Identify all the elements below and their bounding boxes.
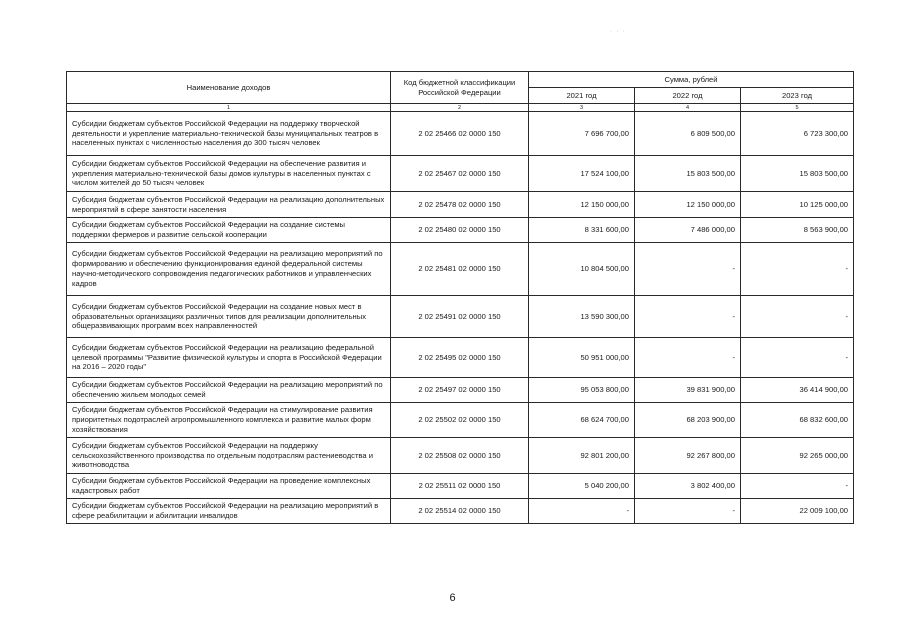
row-value-2022: - xyxy=(635,499,741,524)
header-name: Наименование доходов xyxy=(67,72,391,104)
column-number: 1 xyxy=(67,104,391,112)
table-header-row xyxy=(67,72,854,88)
table-row xyxy=(67,403,854,438)
row-value-2023: 36 414 900,00 xyxy=(741,378,854,403)
row-name: Субсидии бюджетам субъектов Российской Федерации на стимулирование развития приоритетных подотраслей агропромышленного комплекса и развитие малых форм хозяйствования xyxy=(67,403,391,438)
row-name: Субсидии бюджетам субъектов Российской Федерации на обеспечение развития и укрепления материально-технической базы домов культуры в населенных пунктах с числом жителей до 50 тысяч человек xyxy=(67,156,391,192)
row-code: 2 02 25466 02 0000 150 xyxy=(391,112,529,156)
table-row xyxy=(67,218,854,243)
table-column-numbers-row xyxy=(67,104,854,112)
table-row xyxy=(67,112,854,156)
page-number: 6 xyxy=(449,592,456,604)
row-name: Субсидии бюджетам субъектов Российской Федерации на создание новых мест в образовательных организациях различных типов для реализации дополнительных общеразвивающих программ всех направленностей xyxy=(67,296,391,338)
row-value-2021: 17 524 100,00 xyxy=(529,156,635,192)
row-value-2022: 68 203 900,00 xyxy=(635,403,741,438)
row-value-2023: - xyxy=(741,296,854,338)
row-value-2021: 7 696 700,00 xyxy=(529,112,635,156)
row-value-2021: 10 804 500,00 xyxy=(529,243,635,296)
row-name: Субсидии бюджетам субъектов Российской Федерации на поддержку творческой деятельности и укрепление материально-технической базы муниципальных театров в населенных пунктах с численностью населения до 300 тысяч человек xyxy=(67,112,391,156)
row-code: 2 02 25502 02 0000 150 xyxy=(391,403,529,438)
row-value-2022: - xyxy=(635,338,741,378)
row-name: Субсидии бюджетам субъектов Российской Федерации на реализацию мероприятий по обеспечению жильем молодых семей xyxy=(67,378,391,403)
row-value-2023: 92 265 000,00 xyxy=(741,438,854,474)
table-row xyxy=(67,499,854,524)
header-code: Код бюджетной классификации Российской Федерации xyxy=(391,72,529,104)
row-value-2021: - xyxy=(529,499,635,524)
row-code: 2 02 25481 02 0000 150 xyxy=(391,243,529,296)
row-value-2023: - xyxy=(741,243,854,296)
row-value-2021: 95 053 800,00 xyxy=(529,378,635,403)
row-value-2022: 15 803 500,00 xyxy=(635,156,741,192)
row-name: Субсидии бюджетам субъектов Российской Федерации на реализацию мероприятий в сфере реабилитации и абилитации инвалидов xyxy=(67,499,391,524)
row-value-2023: 8 563 900,00 xyxy=(741,218,854,243)
row-value-2023: 10 125 000,00 xyxy=(741,192,854,218)
header-year-2021: 2021 год xyxy=(529,88,635,104)
row-code: 2 02 25467 02 0000 150 xyxy=(391,156,529,192)
row-value-2023: - xyxy=(741,474,854,499)
row-value-2021: 12 150 000,00 xyxy=(529,192,635,218)
row-value-2023: 22 009 100,00 xyxy=(741,499,854,524)
row-name: Субсидии бюджетам субъектов Российской Федерации на создание системы поддержки фермеров и развитие сельской кооперации xyxy=(67,218,391,243)
row-name: Субсидия бюджетам субъектов Российской Федерации на реализацию дополнительных мероприятий в сфере занятости населения xyxy=(67,192,391,218)
table-row xyxy=(67,296,854,338)
header-sum: Сумма, рублей xyxy=(529,72,854,88)
row-value-2022: 39 831 900,00 xyxy=(635,378,741,403)
row-value-2021: 8 331 600,00 xyxy=(529,218,635,243)
row-value-2022: - xyxy=(635,296,741,338)
row-value-2022: 6 809 500,00 xyxy=(635,112,741,156)
row-value-2023: 6 723 300,00 xyxy=(741,112,854,156)
row-value-2021: 68 624 700,00 xyxy=(529,403,635,438)
row-value-2023: - xyxy=(741,338,854,378)
table-row xyxy=(67,156,854,192)
table-row xyxy=(67,243,854,296)
row-value-2022: 12 150 000,00 xyxy=(635,192,741,218)
revenue-table xyxy=(66,71,854,524)
row-name: Субсидии бюджетам субъектов Российской Федерации на проведение комплексных кадастровых работ xyxy=(67,474,391,499)
row-code: 2 02 25478 02 0000 150 xyxy=(391,192,529,218)
row-code: 2 02 25508 02 0000 150 xyxy=(391,438,529,474)
table-row xyxy=(67,474,854,499)
column-number: 2 xyxy=(391,104,529,112)
row-name: Субсидии бюджетам субъектов Российской Федерации на реализацию федеральной целевой программы "Развитие физической культуры и спорта в Российской Федерации на 2016 – 2020 годы" xyxy=(67,338,391,378)
row-name: Субсидии бюджетам субъектов Российской Федерации на поддержку сельскохозяйственного производства по отдельным подотраслям растениеводства и животноводства xyxy=(67,438,391,474)
row-value-2023: 15 803 500,00 xyxy=(741,156,854,192)
column-number: 3 xyxy=(529,104,635,112)
table-body xyxy=(67,112,854,524)
row-value-2022: 3 802 400,00 xyxy=(635,474,741,499)
row-value-2022: 7 486 000,00 xyxy=(635,218,741,243)
row-value-2022: - xyxy=(635,243,741,296)
column-number: 4 xyxy=(635,104,741,112)
table-row xyxy=(67,338,854,378)
row-value-2021: 92 801 200,00 xyxy=(529,438,635,474)
table-row xyxy=(67,192,854,218)
row-code: 2 02 25491 02 0000 150 xyxy=(391,296,529,338)
row-value-2021: 50 951 000,00 xyxy=(529,338,635,378)
row-value-2021: 5 040 200,00 xyxy=(529,474,635,499)
table-row xyxy=(67,378,854,403)
row-code: 2 02 25480 02 0000 150 xyxy=(391,218,529,243)
header-year-2022: 2022 год xyxy=(635,88,741,104)
row-value-2021: 13 590 300,00 xyxy=(529,296,635,338)
row-code: 2 02 25495 02 0000 150 xyxy=(391,338,529,378)
row-code: 2 02 25511 02 0000 150 xyxy=(391,474,529,499)
column-number: 5 xyxy=(741,104,854,112)
page-mark: · · · xyxy=(610,28,626,35)
row-value-2022: 92 267 800,00 xyxy=(635,438,741,474)
row-code: 2 02 25514 02 0000 150 xyxy=(391,499,529,524)
row-code: 2 02 25497 02 0000 150 xyxy=(391,378,529,403)
row-name: Субсидии бюджетам субъектов Российской Федерации на реализацию мероприятий по формированию и обеспечению функционирования единой федеральной системы научно-методического сопровождения педагогических работников и управленческих кадров xyxy=(67,243,391,296)
table-row xyxy=(67,438,854,474)
row-value-2023: 68 832 600,00 xyxy=(741,403,854,438)
header-year-2023: 2023 год xyxy=(741,88,854,104)
